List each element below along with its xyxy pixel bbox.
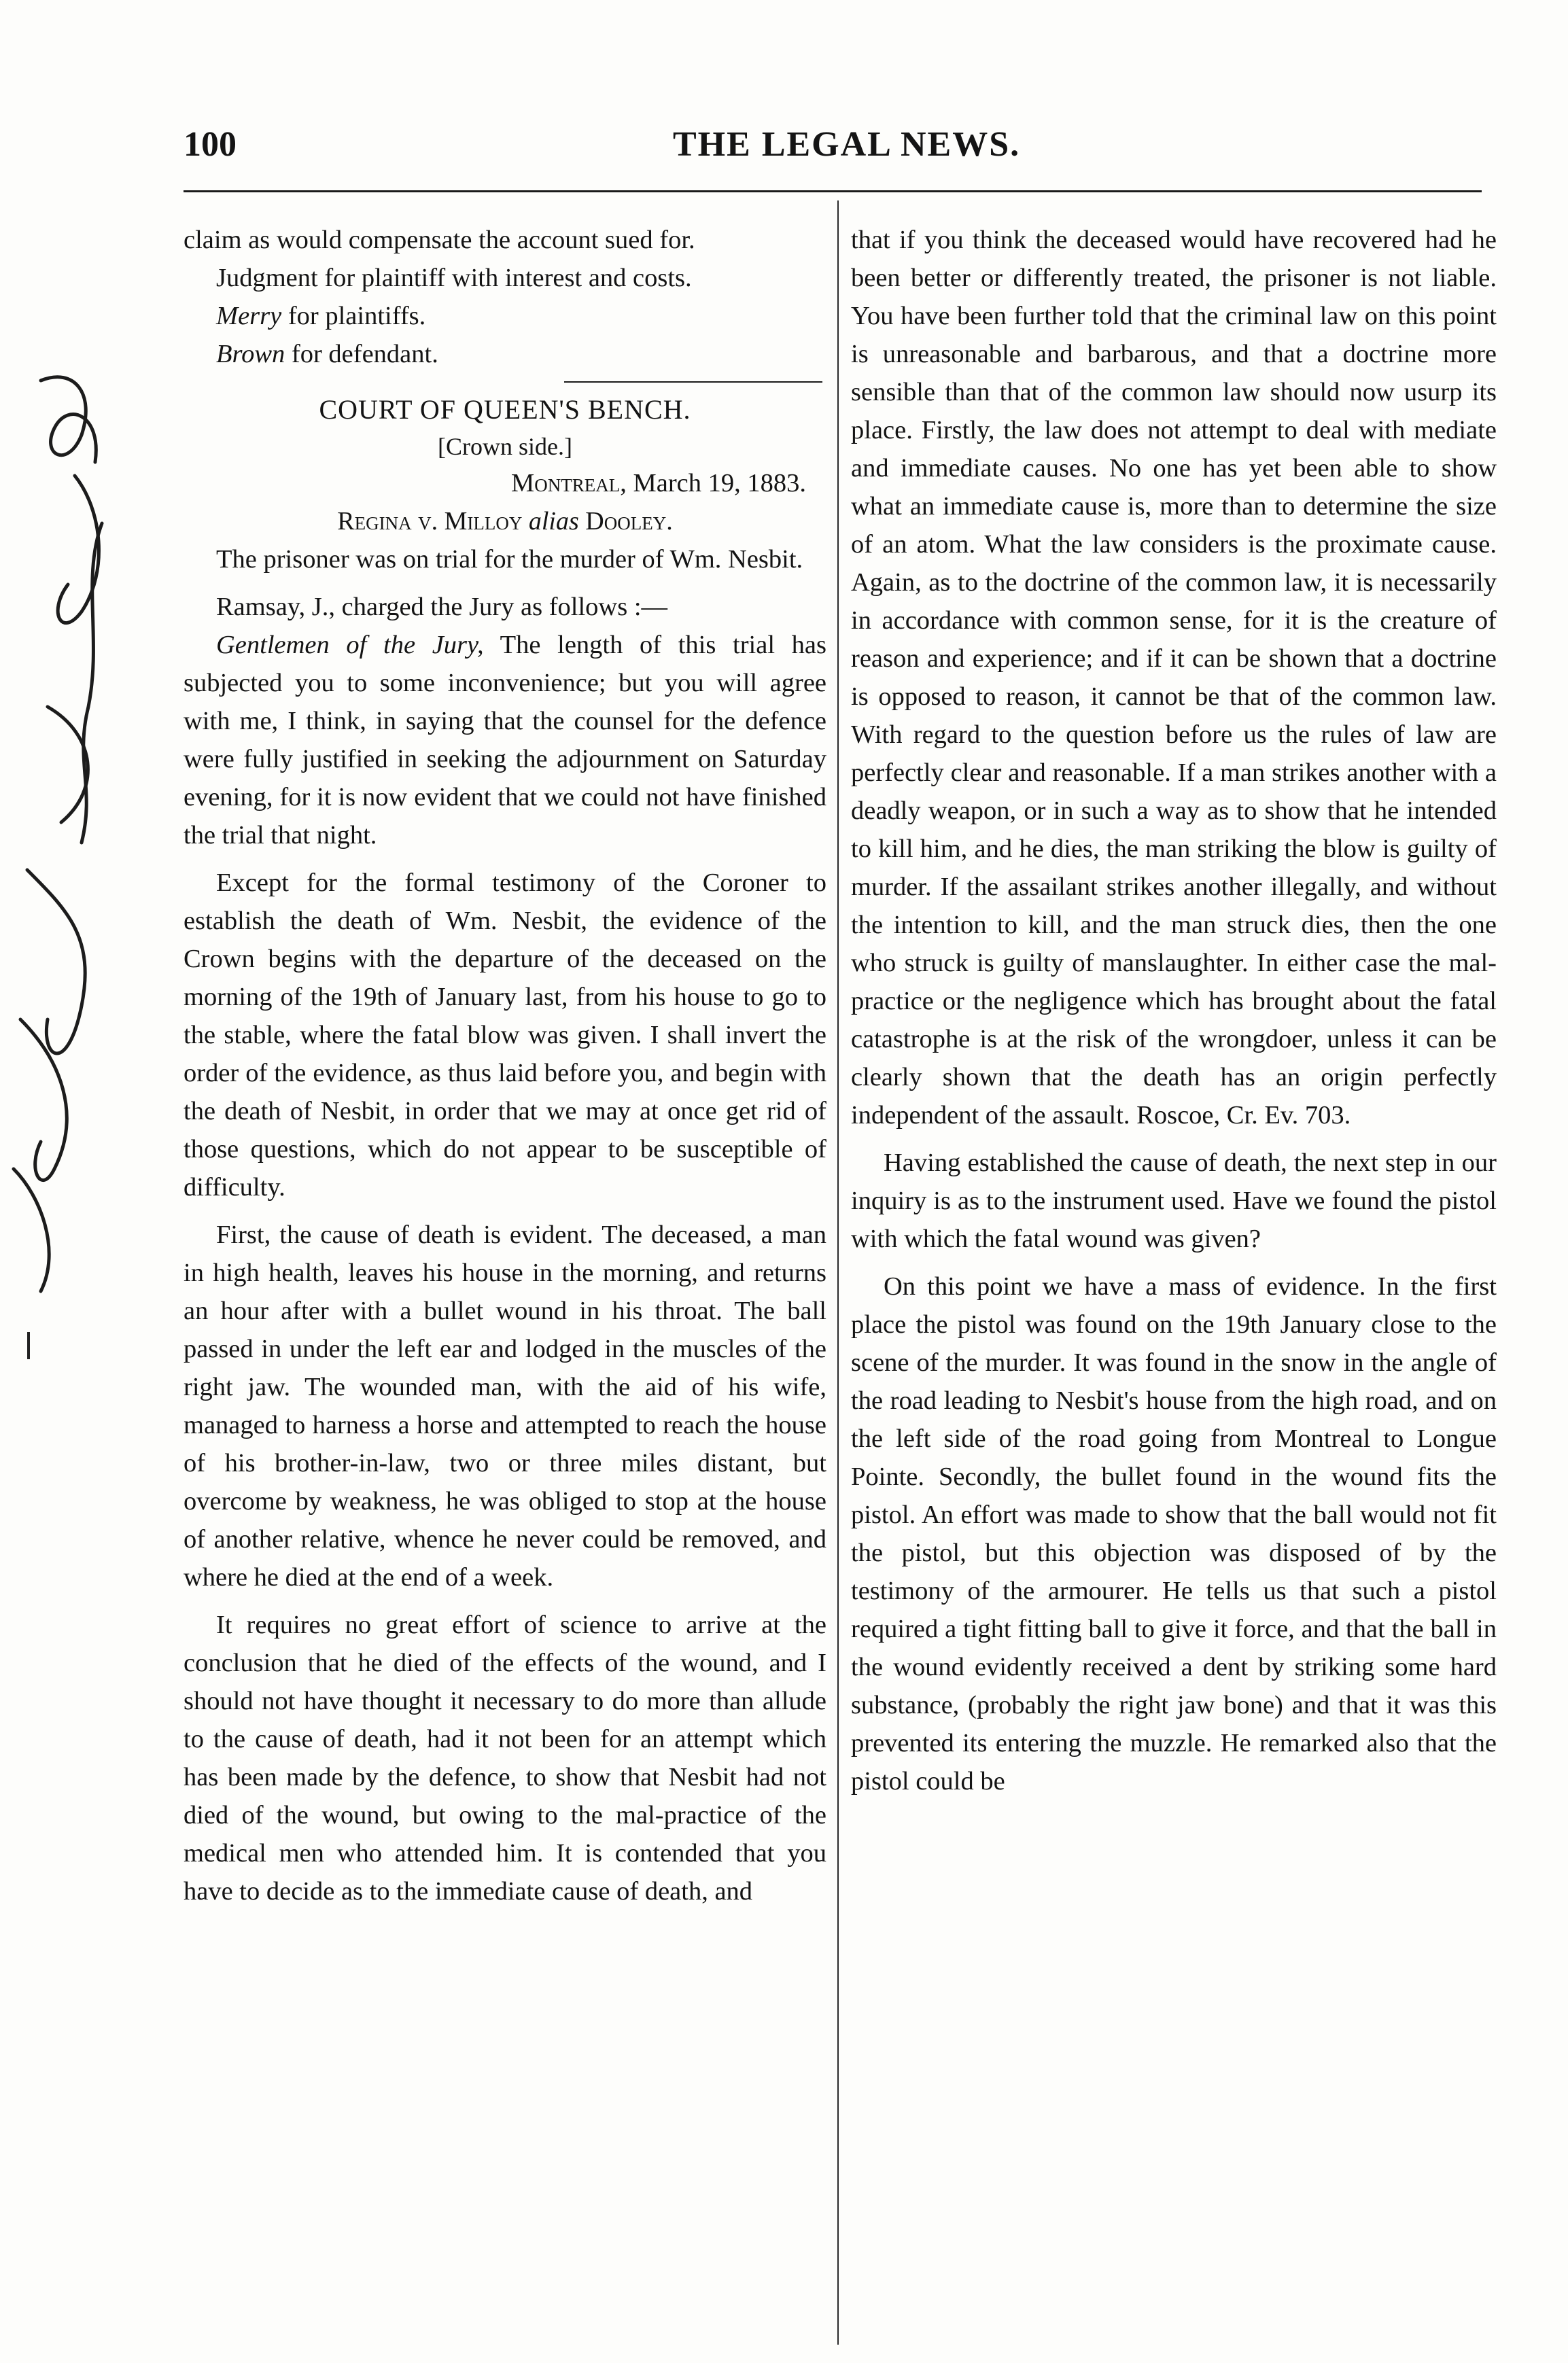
column-divider xyxy=(837,200,839,2345)
case-title-b: Dooley. xyxy=(578,507,673,536)
right-column xyxy=(851,221,1497,1800)
paragraph-continuation: that if you think the deceased would have recovered had he been better or differently treated, the prisoner is not liable. You have been further told that the criminal law on this point is unreasonable and barbarous, and that a doctrine more sensible than that of the common law should now usurp its place. Firstly, the law does not attempt to deal with mediate and immediate causes. No one has yet been able to show what an immediate cause is, more than to determine the size of an atom. What the law considers is the proximate cause. Again, as to the doctrine of the common law, it is necessarily in accordance with common sense, for it is the creature of reason and experience; and if it can be shown that a doctrine is opposed to reason, it cannot be that of the common law. With regard to the question before us the rules of law are perfectly clear and reasonable. If a man strikes another with a deadly weapon, or in such a way as to show that he intended to kill him, and he dies, the man striking the blow is guilty of murder. If the assailant strikes another illegally, and without the intention to kill, and the man struck dies, then the one who struck is guilty of manslaughter. In either case the mal-practice or the negligence which has brought about the fatal catastrophe is at the risk of the wrongdoer, unless it can be clearly shown that the death has an origin perfectly independent of the assault. Roscoe, Cr. Ev. 703. xyxy=(851,226,1497,1130)
journal-title: THE LEGAL NEWS. xyxy=(673,125,1021,164)
counsel-defendant-name: Brown xyxy=(216,340,285,368)
court-title: COURT OF QUEEN'S BENCH. xyxy=(319,394,691,425)
page-header xyxy=(184,119,1482,173)
left-column xyxy=(184,221,826,1910)
header-rule xyxy=(184,190,1482,192)
section-rule xyxy=(564,381,822,383)
salutation: Gentlemen of the Jury, xyxy=(216,631,484,659)
counsel-plaintiff-name: Merry xyxy=(216,302,282,330)
case-title-alias: alias xyxy=(528,507,579,536)
paragraph-except: Except for the formal testimony of the Coroner to establish the death of Wm. Nesbit, the evidence of the Crown begins with the departure of the deceased on the morning of the 19th of January last, from his house to go to the stable, where the fatal blow was given. I shall invert the order of the evidence, as thus laid before you, and begin with the death of Nesbit, in order that we may at once get rid of those questions, which do not appear to be susceptible of difficulty. xyxy=(184,869,826,1202)
case-title xyxy=(184,502,826,540)
paragraph-gentlemen xyxy=(184,626,826,854)
paragraph-prisoner: The prisoner was on trial for the murder of Wm. Nesbit. xyxy=(216,545,803,574)
paragraph-evidence: On this point we have a mass of evidence. In the first place the pistol was found on the 19th January close to the scene of the murder. It was found in the snow in the angle of the road leading to Nesbit's house from the high road, and on the left side of the road going from Montreal to Longue Pointe. Secondly, the bullet found in the wound fits the pistol. An effort was made to show that the ball would not fit the pistol, but this objection was disposed of by the testimony of the armourer. He tells us that such a pistol required a tight fitting ball to give it force, and that the ball in the wound evidently received a dent by striking some hard substance, (probably the right jaw bone) and that it was this prevented its entering the muzzle. He remarked also that the pistol could be xyxy=(851,1272,1497,1796)
handwritten-signature xyxy=(0,353,136,1373)
paragraph-gentlemen-text: The length of this trial has subjected you to some inconvenience; but you will agree with me, I think, in saying that the counsel for the defence were fully justified in seeking the adjournment on Saturday evening, for it is now evident that we could not have finished the trial that night. xyxy=(184,631,826,850)
judgment-line: Judgment for plaintiff with interest and costs. xyxy=(216,264,692,292)
dateline xyxy=(184,464,826,502)
paragraph-claim: claim as would compensate the account sued for. xyxy=(184,226,695,254)
dateline-date: March 19, 1883. xyxy=(626,469,806,497)
paragraph-charge: Ramsay, J., charged the Jury as follows :— xyxy=(216,593,668,621)
case-title-a: Regina v. Milloy xyxy=(337,507,529,536)
counsel-plaintiff-rest: for plaintiffs. xyxy=(281,302,426,330)
counsel-plaintiffs xyxy=(184,297,826,335)
paragraph-first: First, the cause of death is evident. The deceased, a man in high health, leaves his house in the morning, and returns an hour after with a bullet wound in his throat. The ball passed in under the left ear and lodged in the muscles of the right jaw. The wounded man, with the aid of his wife, managed to harness a horse and attempted to reach the house of his brother-in-law, two or three miles distant, but overcome by weakness, he was obliged to stop at the house of another relative, whence he never could be removed, and where he died at the end of a week. xyxy=(184,1221,826,1592)
court-side: [Crown side.] xyxy=(438,433,572,460)
counsel-defendant-rest: for defendant. xyxy=(285,340,438,368)
paragraph-instrument: Having established the cause of death, the next step in our inquiry is as to the instrument used. Have we found the pistol with which the fatal wound was given? xyxy=(851,1149,1497,1253)
counsel-defendant xyxy=(184,335,826,373)
paragraph-requires: It requires no great effort of science to arrive at the conclusion that he died of the effects of the wound, and I should not have thought it necessary to do more than allude to the cause of death, had it not been for an attempt which has been made by the defence, to show that Nesbit had not died of the wound, but owing to the mal-practice of the medical men who attended him. It is contended that you have to decide as to the immediate cause of death, and xyxy=(184,1611,826,1906)
page-number: 100 xyxy=(184,125,237,164)
dateline-place: Montreal, xyxy=(511,469,627,497)
